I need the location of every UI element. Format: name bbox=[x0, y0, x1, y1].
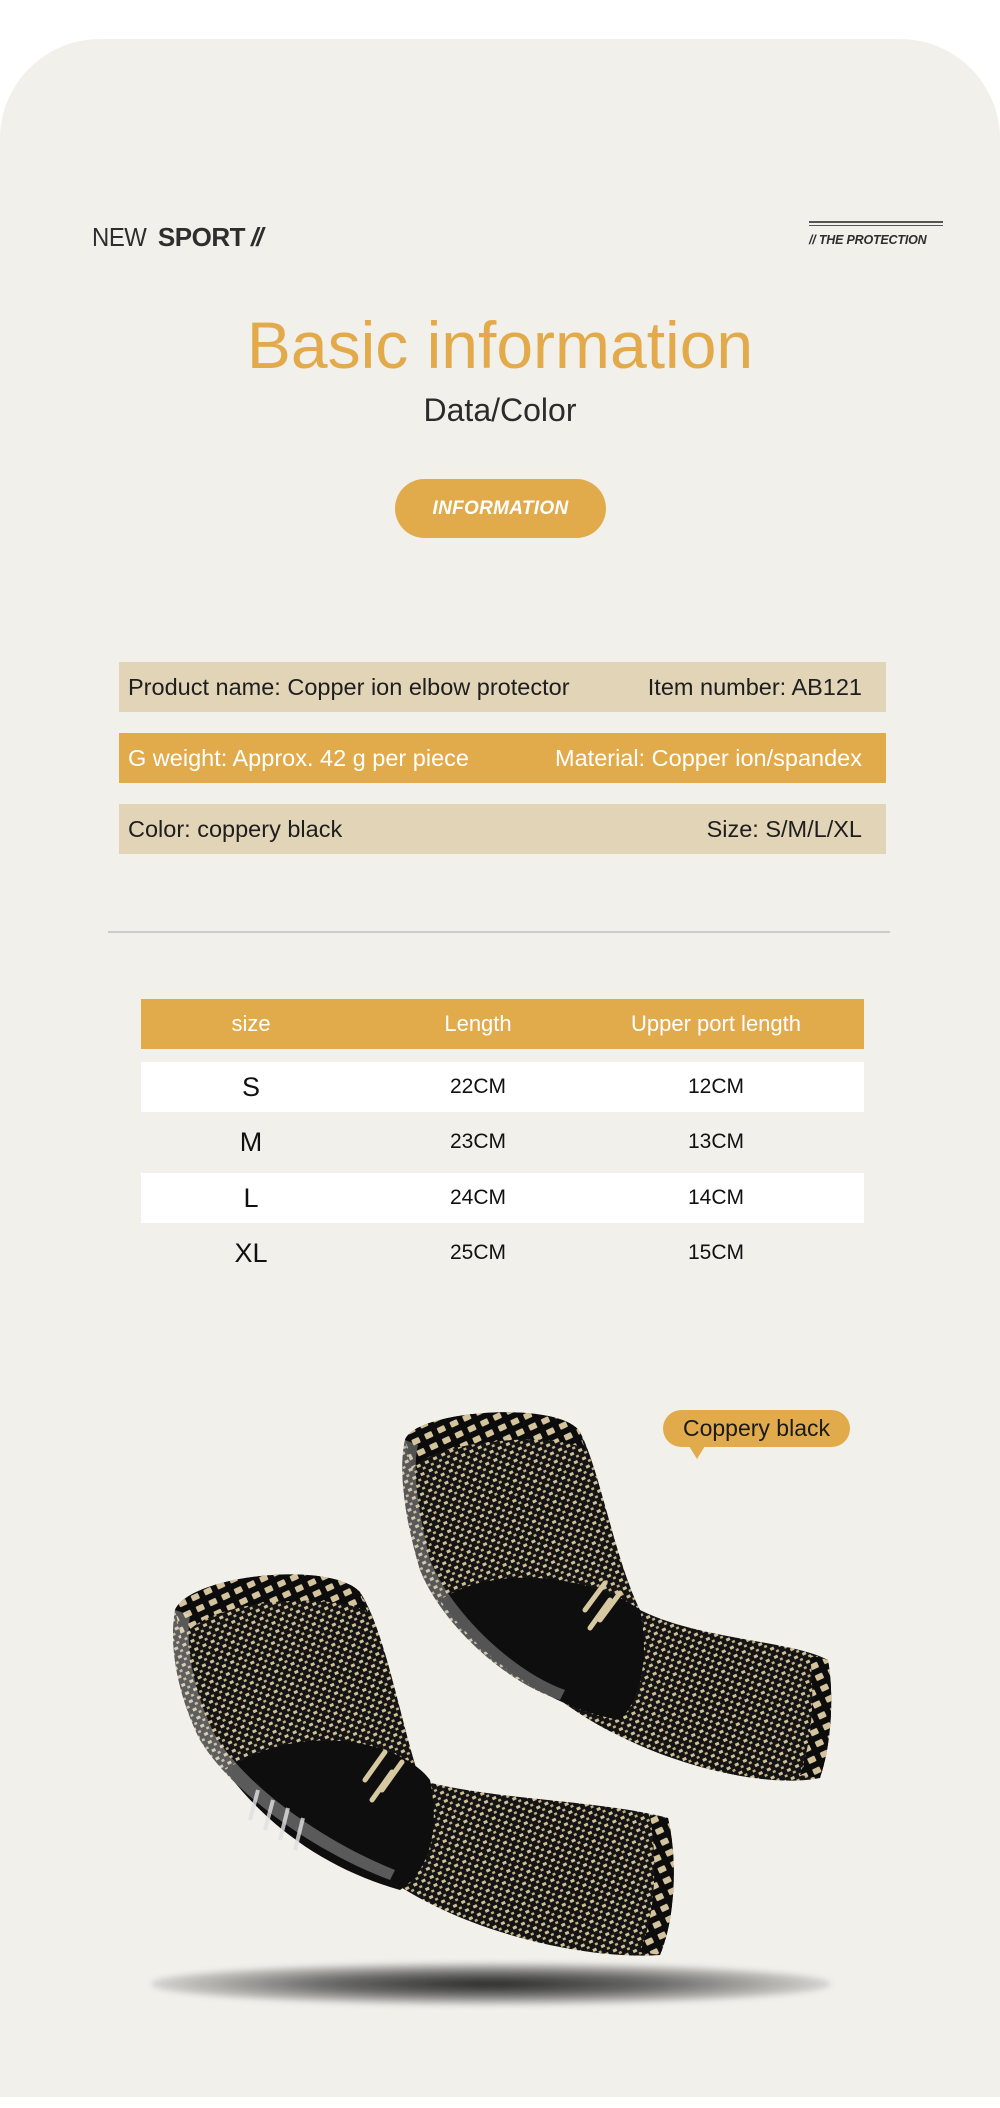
bubble-tail bbox=[689, 1446, 705, 1459]
brand-bold-text: SPORT bbox=[157, 222, 245, 252]
upper-port-cell: 12CM bbox=[687, 1075, 745, 1098]
tagline-block bbox=[809, 221, 943, 247]
info-row-color bbox=[119, 804, 886, 854]
header-upper-port-length: Upper port length bbox=[631, 1011, 801, 1036]
table-row bbox=[141, 1117, 864, 1167]
header-size: size bbox=[231, 1011, 271, 1036]
table-row bbox=[141, 1173, 864, 1223]
upper-port-cell: 15CM bbox=[687, 1241, 745, 1264]
brand-light-text: NEW bbox=[92, 222, 147, 252]
product-image-elbow-sleeves bbox=[150, 1400, 850, 1970]
information-button[interactable]: INFORMATION bbox=[395, 479, 606, 538]
size-cell: M bbox=[239, 1126, 263, 1157]
size-cell: XL bbox=[234, 1237, 268, 1268]
size-table-header bbox=[141, 999, 864, 1049]
length-cell: 24CM bbox=[449, 1186, 507, 1209]
tagline-rule-top bbox=[809, 221, 943, 223]
tagline-text: // THE PROTECTION bbox=[809, 233, 927, 247]
size-cell: S bbox=[241, 1071, 260, 1102]
header-length: Length bbox=[444, 1011, 512, 1036]
weight-text: G weight: Approx. 42 g per piece bbox=[128, 744, 469, 771]
upper-port-cell: 13CM bbox=[687, 1130, 745, 1153]
brand-logo bbox=[92, 222, 261, 253]
upper-port-cell: 14CM bbox=[687, 1186, 745, 1209]
sleeve-right bbox=[402, 1412, 831, 1780]
section-divider bbox=[108, 931, 890, 933]
page-title: Basic information bbox=[246, 308, 754, 382]
page-subtitle: Data/Color bbox=[423, 392, 577, 428]
info-row-weight bbox=[119, 733, 886, 783]
material-text: Material: Copper ion/spandex bbox=[555, 744, 862, 771]
length-cell: 25CM bbox=[449, 1241, 507, 1264]
brand-slash-mark: // bbox=[250, 222, 262, 252]
size-cell: L bbox=[243, 1182, 259, 1213]
length-cell: 23CM bbox=[449, 1130, 507, 1153]
size-text: Size: S/M/L/XL bbox=[706, 815, 862, 842]
tagline-rule-bottom bbox=[809, 225, 943, 227]
product-name-text: Product name: Copper ion elbow protector bbox=[128, 673, 570, 700]
color-text: Color: coppery black bbox=[128, 815, 343, 842]
info-row-product bbox=[119, 662, 886, 712]
length-cell: 22CM bbox=[449, 1075, 507, 1098]
color-label-bubble: Coppery black bbox=[663, 1410, 850, 1447]
table-row bbox=[141, 1228, 864, 1278]
table-row bbox=[141, 1062, 864, 1112]
item-number-text: Item number: AB121 bbox=[647, 673, 862, 700]
